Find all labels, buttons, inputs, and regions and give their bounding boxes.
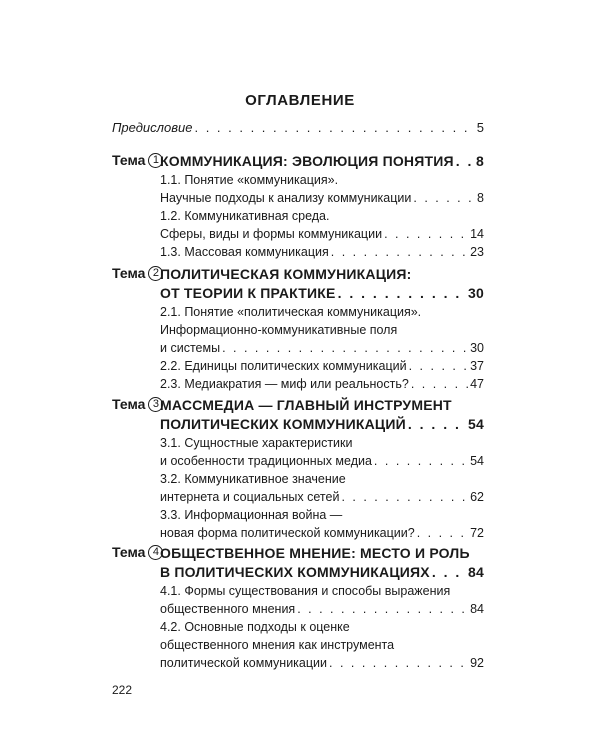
subsection-page: 14 [470,227,484,241]
preface-label: Предисловие [112,120,193,135]
topic-heading[interactable] [160,396,484,434]
subsection-line: 1.1. Понятие «коммуникация». [160,173,339,187]
leader-dots [456,152,474,171]
subsection-line: 4.2. Основные подходы к оценке [160,620,350,634]
subsection[interactable] [160,303,484,357]
subsection-line: общественного мнения [160,602,296,616]
leader-dots [331,243,468,261]
subsection-line: общественного мнения как инструмента [160,638,395,652]
topic-heading-line: ПОЛИТИЧЕСКИХ КОММУНИКАЦИЙ [160,416,406,432]
topic-label [112,152,163,168]
leader-dots [222,339,468,357]
topic-heading-line: КОММУНИКАЦИЯ: ЭВОЛЮЦИЯ ПОНЯТИЯ [160,153,454,169]
subsection-page: 23 [470,245,484,259]
subsection[interactable] [160,470,484,506]
topic-heading-line: МАССМЕДИА — ГЛАВНЫЙ ИНСТРУМЕНТ [160,397,452,413]
topic-heading-line: ОТ ТЕОРИИ К ПРАКТИКЕ [160,285,336,301]
subsection-line: 2.1. Понятие «политическая коммуникация». [160,305,422,319]
leader-dots [297,600,468,618]
topic-number-circle: 4 [148,545,163,560]
subsection[interactable] [160,434,484,470]
topic-label [112,265,163,281]
leader-dots [374,452,468,470]
leader-dots [409,357,468,375]
topic-heading[interactable] [160,544,484,582]
subsection-line: 1.3. Массовая коммуникация [160,245,329,259]
topic-word: Тема [112,265,146,281]
topic-page: 54 [468,416,484,432]
topic-heading-line: ПОЛИТИЧЕСКАЯ КОММУНИКАЦИЯ: [160,266,412,282]
subsection-line: политической коммуникации [160,656,328,670]
subsection-line: и системы [160,341,221,355]
topic-number-circle: 3 [148,397,163,412]
subsection-line: 2.2. Единицы политических коммуникаций [160,359,407,373]
subsection[interactable] [160,357,484,375]
subsection-page: 72 [470,526,484,540]
subsection-page: 54 [470,454,484,468]
topic-label [112,396,163,412]
subsection[interactable] [160,375,484,393]
toc-title: ОГЛАВЛЕНИЕ [245,92,355,109]
topic-heading[interactable] [160,265,484,303]
leader-dots [432,563,466,582]
subsection-line: 3.3. Информационная война — [160,508,343,522]
subsection-page: 30 [470,341,484,355]
subsection-line: Сферы, виды и формы коммуникации [160,227,383,241]
subsection-line: Научные подходы к анализу коммуникации [160,191,412,205]
subsection-line: 1.2. Коммуникативная среда. [160,209,330,223]
leader-dots [194,120,474,135]
page-number: 222 [112,683,133,697]
subsection-line: 2.3. Медиакратия — миф или реальность? [160,377,409,391]
leader-dots [384,225,468,243]
subsection-line: 3.2. Коммуникативное значение [160,472,346,486]
subsection-page: 37 [470,359,484,373]
subsection-line: и особенности традиционных медиа [160,454,372,468]
subsection-page: 84 [470,602,484,616]
subsection[interactable] [160,207,484,243]
topic-heading[interactable] [160,152,484,171]
leader-dots [413,189,475,207]
subsection-line: 3.1. Сущностные характеристики [160,436,353,450]
topic-word: Тема [112,396,146,412]
topic-number-circle: 2 [148,266,163,281]
preface-entry[interactable] [112,120,484,135]
leader-dots [411,375,468,393]
subsection-page: 47 [470,377,484,391]
subsection-line: новая форма политической коммуникации? [160,526,415,540]
topic-word: Тема [112,544,146,560]
preface-page: 5 [476,120,484,135]
leader-dots [417,524,468,542]
subsection[interactable] [160,171,484,207]
topic-word: Тема [112,152,146,168]
leader-dots [341,488,468,506]
subsection-page: 62 [470,490,484,504]
subsection[interactable] [160,582,484,618]
subsection-line: Информационно-коммуникативные поля [160,323,398,337]
leader-dots [338,284,466,303]
topic-heading-line: В ПОЛИТИЧЕСКИХ КОММУНИКАЦИЯХ [160,564,430,580]
leader-dots [329,654,468,672]
topic-label [112,544,163,560]
topic-page: 8 [476,153,484,169]
leader-dots [408,415,466,434]
subsection-page: 92 [470,656,484,670]
subsection[interactable] [160,243,484,261]
subsection[interactable] [160,506,484,542]
topic-number-circle: 1 [148,153,163,168]
subsection-page: 8 [477,191,484,205]
subsection-line: 4.1. Формы существования и способы выражения [160,584,451,598]
topic-heading-line: ОБЩЕСТВЕННОЕ МНЕНИЕ: МЕСТО И РОЛЬ [160,545,470,561]
subsection[interactable] [160,618,484,672]
topic-page: 30 [468,285,484,301]
subsection-line: интернета и социальных сетей [160,490,340,504]
topic-page: 84 [468,564,484,580]
